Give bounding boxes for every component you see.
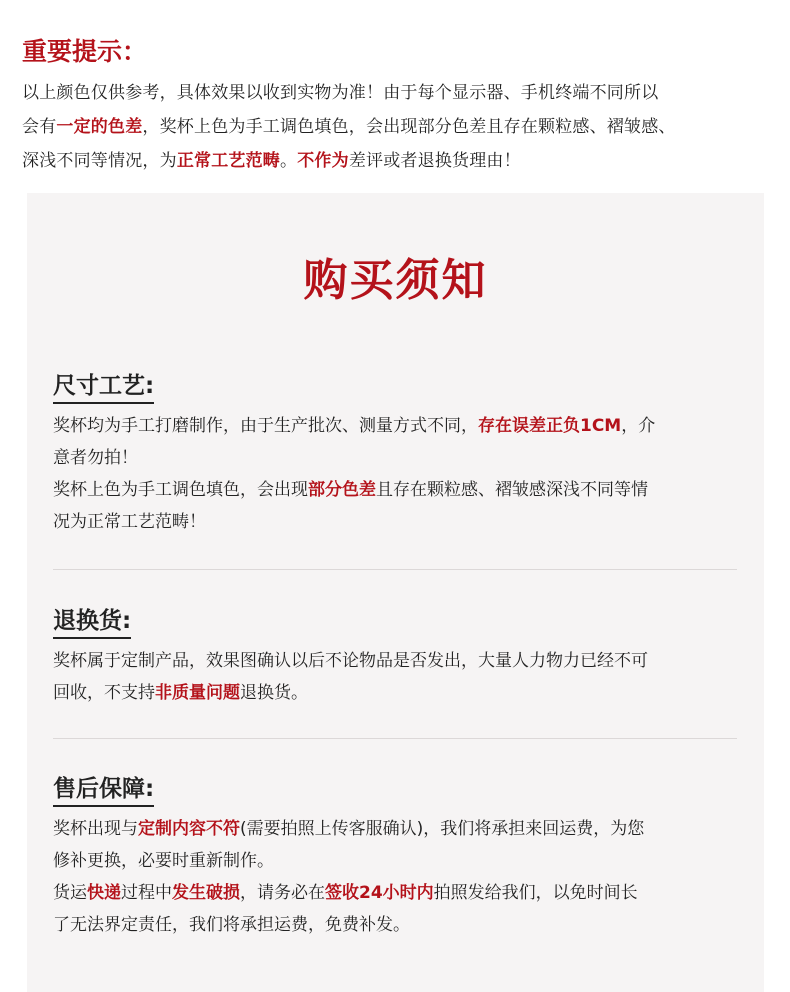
text-segment: 拍照发给我们，以免时间长 [433, 883, 638, 903]
highlight-text: 非质量问题 [155, 683, 240, 703]
notice-title: 重要提示： [22, 37, 148, 66]
purchase-notice-panel [27, 193, 764, 992]
text-segment: 且存在颗粒感、褶皱感深浅不同等情 [376, 480, 648, 500]
notice-line [22, 110, 782, 144]
highlight-text: 定制内容不符 [138, 819, 240, 839]
section-line [53, 442, 743, 474]
section-line [53, 877, 743, 909]
section-after-sales [53, 774, 743, 941]
highlight-text: 快递 [87, 883, 121, 903]
section-line [53, 474, 743, 506]
text-segment: 差评或者退换货理由！ [348, 151, 521, 171]
text-segment: 深浅不同等情况，为 [22, 151, 177, 171]
text-segment: 奖杯均为手工打磨制作，由于生产批次、测量方式不同， [53, 416, 478, 436]
text-segment: 意者勿拍！ [53, 448, 138, 468]
highlight-text: 一定的色差 [56, 117, 143, 137]
highlight-text: 部分色差 [308, 480, 376, 500]
text-segment: 况为正常工艺范畴！ [53, 512, 206, 532]
text-segment: 奖杯上色为手工调色填色，会出现 [53, 480, 308, 500]
text-segment: 修补更换，必要时重新制作。 [53, 851, 274, 871]
text-segment: 奖杯属于定制产品，效果图确认以后不论物品是否发出，大量人力物力已经不可 [53, 651, 648, 671]
text-segment: 会有 [22, 117, 57, 137]
text-segment: 过程中 [121, 883, 172, 903]
panel-title: 购买须知 [303, 255, 488, 306]
section-line [53, 410, 743, 442]
section-line [53, 677, 743, 709]
text-segment: 以上颜色仅供参考，具体效果以收到实物为准！由于每个显示器、手机终端不同所以 [22, 83, 659, 103]
text-segment: 奖杯出现与 [53, 819, 138, 839]
text-segment: 退换货。 [240, 683, 308, 703]
notice-line [22, 76, 782, 110]
notice-line [22, 144, 782, 178]
divider [53, 569, 737, 570]
section-line [53, 845, 743, 877]
section-size-craft [53, 371, 743, 538]
text-segment: (需要拍照上传客服确认)，我们将承担来回运费，为您 [240, 819, 645, 839]
text-segment: ，奖杯上色为手工调色填色，会出现部分色差且存在颗粒感、褶皱感、 [142, 117, 676, 137]
section-title: 尺寸工艺: [53, 371, 154, 404]
text-segment: 货运 [53, 883, 87, 903]
section-line [53, 813, 743, 845]
section-line [53, 506, 743, 538]
section-line [53, 909, 743, 941]
important-notice [22, 36, 782, 178]
section-title: 退换货: [53, 606, 131, 639]
highlight-text: 正常工艺范畴 [176, 151, 281, 171]
highlight-text: 发生破损 [172, 883, 240, 903]
highlight-text: 不作为 [297, 151, 349, 171]
text-segment: 。 [280, 151, 298, 171]
section-return-exchange [53, 606, 743, 709]
divider [53, 738, 737, 739]
highlight-text: 存在误差正负1CM [478, 416, 622, 436]
text-segment: ，请务必在 [240, 883, 325, 903]
highlight-text: 签收24小时内 [325, 883, 434, 903]
text-segment: 回收，不支持 [53, 683, 155, 703]
section-line [53, 645, 743, 677]
notice-body [22, 76, 782, 178]
text-segment: ，介 [621, 416, 656, 436]
text-segment: 了无法界定责任，我们将承担运费，免费补发。 [53, 915, 410, 935]
section-title: 售后保障: [53, 774, 154, 807]
